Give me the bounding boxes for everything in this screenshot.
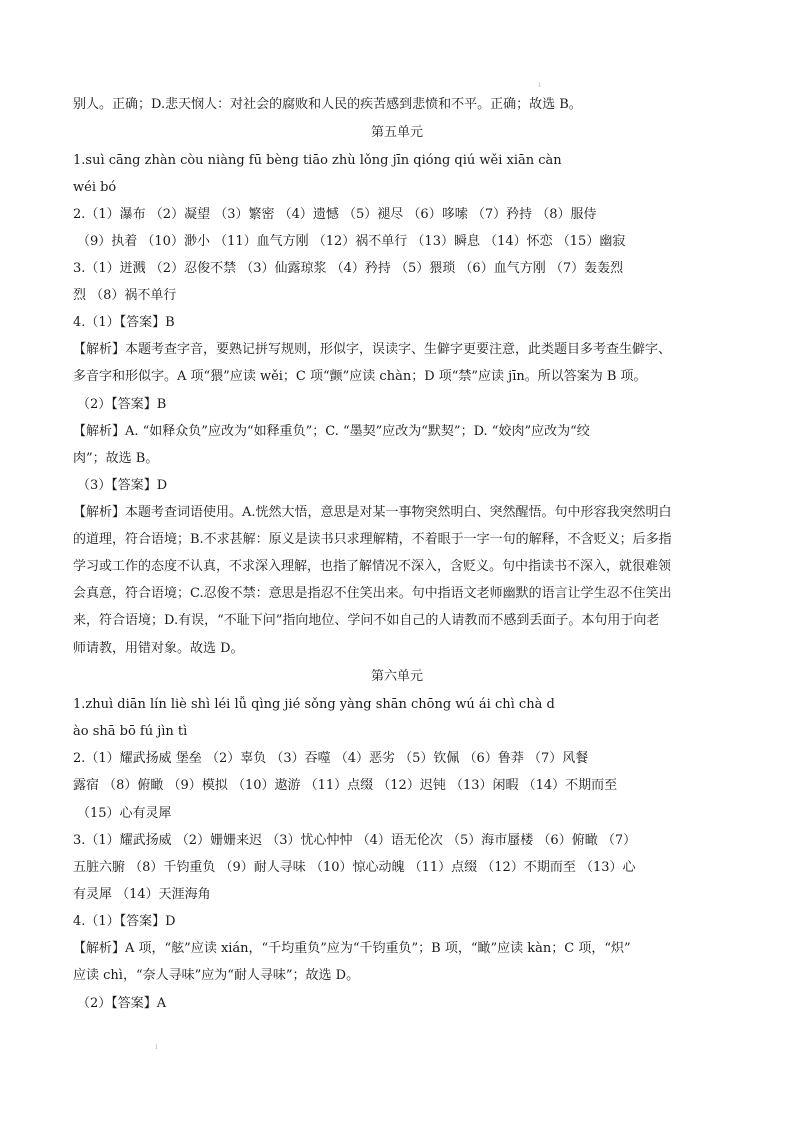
text-line: （2）【答案】A <box>77 996 167 1011</box>
text-line: 有灵犀 （14）天涯海角 <box>73 887 211 902</box>
text-line: 应读 chì，“奈人寻味”应为“耐人寻味”；故选 D。 <box>73 968 360 983</box>
text-line: 【解析】A 项，“舷”应读 xián，“千均重负”应为“千钧重负”；B 项，“瞰”应读 kàn；C 项，“炽” <box>73 941 631 956</box>
scan-mark: ı <box>155 1042 158 1051</box>
text-line: 【解析】本题考查字音，要熟记拼写规则，形似字，误读字、生僻字更要注意，此类题目多考查生僻字、 <box>73 342 672 357</box>
text-line: （15）心有灵犀 <box>77 806 172 821</box>
text-line: 【解析】本题考查词语使用。A.恍然大悟，意思是对某一事物突然明白、突然醒悟。句中形容我突然明白 <box>73 505 672 520</box>
text-line: 来，符合语境；D.有误，“不耻下问”指向地位、学问不如自己的人请教而不感到丢面子。本句用于向老 <box>73 613 660 628</box>
text-line: （9）执着 （10）渺小 （11）血气方刚 （12）祸不单行 （13）瞬息 （14）怀恋 （15）幽寂 <box>77 234 626 249</box>
text-line: 【解析】A. “如释众负”应改为“如释重负”；C. “墨契”应改为“默契”；D. “姣肉”应改为“绞 <box>73 424 590 439</box>
text-line: 肉”；故选 B。 <box>73 451 159 466</box>
text-line: （2）【答案】B <box>77 397 167 412</box>
text-line: 学习或工作的态度不认真，不求深入理解，也指了解情况不深入，含贬义。句中指读书不深入，就很难领 <box>73 559 672 574</box>
text-line: 师请教，用错对象。故选 D。 <box>73 641 244 656</box>
text-line: 1.zhuì diān lín liè shì léi lǚ qìng jié sǒng yàng shān chōng wú ái chì chà d <box>73 697 555 712</box>
text-line: 3.（1）迸溅 （2）忍俊不禁 （3）仙露琼浆 （4）矜持 （5）猥琐 （6）血气方刚 （7）轰轰烈 <box>73 261 624 276</box>
text-line: （3）【答案】D <box>77 478 168 493</box>
text-line: 的道理，符合语境；B.不求甚解：原义是读书只求理解精，不着眼于一字一句的解释，不含贬义；后多指 <box>73 532 672 547</box>
text-line: 3.（1）耀武扬威 （2）姗姗来迟 （3）忧心忡忡 （4）语无伦次 （5）海市蜃楼 （6）俯瞰 （7） <box>73 833 637 848</box>
text-line: ào shā bō fú jìn tì <box>73 724 188 739</box>
text-line: 五脏六腑 （8）千钧重负 （9）耐人寻味 （10）惊心动魄 （11）点缀 （12）不期而至 （13）心 <box>73 860 636 875</box>
text-line: 烈 （8）祸不单行 <box>73 288 177 303</box>
text-line: 4.（1）【答案】D <box>73 914 176 929</box>
text-line: 2.（1）耀武扬威 堡垒 （2）辜负 （3）吞噬 （4）恶劣 （5）钦佩 （6）鲁莽 （7）风餐 <box>73 751 589 766</box>
text-line: wéi bó <box>73 180 117 195</box>
text-line: 4.（1）【答案】B <box>73 315 175 330</box>
text-line: 2.（1）瀑布 （2）凝望 （3）繁密 （4）遗憾 （5）褪尽 （6）哆嗦 （7）矜持 （8）服侍 <box>73 207 597 222</box>
section-heading: 第六单元 <box>370 669 423 684</box>
text-line: 会真意，符合语境；C.忍俊不禁：意思是指忍不住笑出来。句中指语文老师幽默的语言让学生忍不住笑出 <box>73 586 672 601</box>
text-line: 别人。正确；D.悲天悯人：对社会的腐败和人民的疾苦感到悲愤和不平。正确；故选 B。 <box>73 97 582 112</box>
text-line: 露宿 （8）俯瞰 （9）模拟 （10）遨游 （11）点缀 （12）迟钝 （13）闲暇 （14）不期而至 <box>73 778 618 793</box>
section-heading: 第五单元 <box>370 125 423 140</box>
scan-mark: ı <box>538 80 541 89</box>
text-line: 多音字和形似字。A 项“猥”应读 wěi；C 项“颤”应读 chàn；D 项“禁”应读 jīn。所以答案为 B 项。 <box>73 369 647 384</box>
text-line: 1.suì cāng zhàn còu niàng fū bèng tiāo zhù lǒng jīn qióng qiú wěi xiān càn <box>73 153 562 168</box>
